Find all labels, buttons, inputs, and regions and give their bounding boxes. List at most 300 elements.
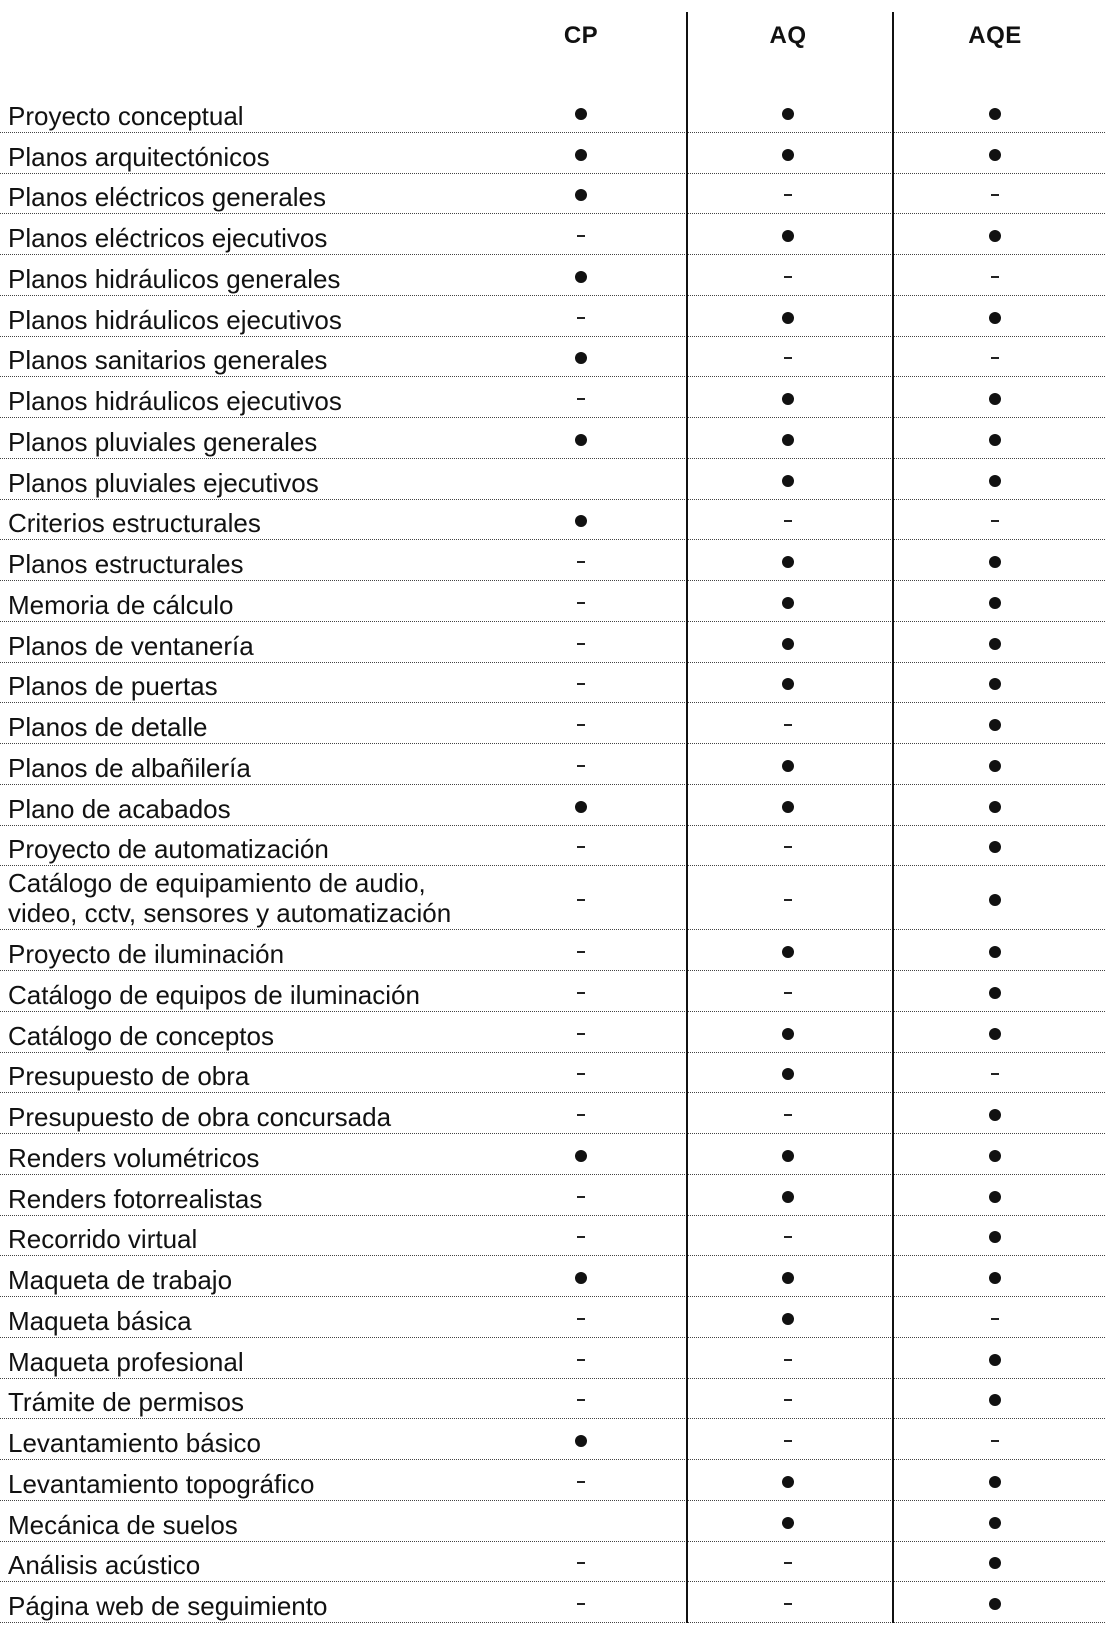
cell-aq: [688, 1501, 888, 1541]
cell-aq: [688, 1175, 888, 1215]
row-label: Planos de ventanería: [8, 630, 254, 661]
cell-cp: [481, 1053, 681, 1093]
cell-aqe: [895, 744, 1095, 784]
included-dot-icon: [782, 760, 794, 772]
cell-cp: [481, 826, 681, 866]
row-label: Planos eléctricos generales: [8, 182, 326, 213]
column-header-cp: CP: [563, 22, 599, 49]
not-included-dash-icon: [577, 1603, 585, 1605]
included-dot-icon: [782, 556, 794, 568]
cell-aqe: [895, 622, 1095, 662]
included-dot-icon: [575, 1150, 587, 1162]
included-dot-icon: [989, 108, 1001, 120]
cell-aq: [688, 337, 888, 377]
not-included-dash-icon: [577, 992, 585, 994]
included-dot-icon: [989, 638, 1001, 650]
included-dot-icon: [989, 1191, 1001, 1203]
table-row: [0, 1012, 1105, 1053]
included-dot-icon: [575, 352, 587, 364]
not-included-dash-icon: [784, 1236, 792, 1238]
not-included-dash-icon: [577, 683, 585, 685]
included-dot-icon: [575, 189, 587, 201]
included-dot-icon: [989, 312, 1001, 324]
cell-aq: [688, 622, 888, 662]
not-included-dash-icon: [577, 765, 585, 767]
not-included-dash-icon: [577, 1562, 585, 1564]
table-row: [0, 1216, 1105, 1257]
table-row: [0, 459, 1105, 500]
cell-aqe: [895, 581, 1095, 621]
cell-aqe: [895, 1134, 1095, 1174]
row-label: Planos pluviales generales: [8, 426, 318, 457]
not-included-dash-icon: [991, 1318, 999, 1320]
not-included-dash-icon: [784, 1359, 792, 1361]
not-included-dash-icon: [577, 1196, 585, 1198]
row-label: Presupuesto de obra concursada: [8, 1102, 392, 1132]
cell-cp: [481, 1460, 681, 1500]
not-included-dash-icon: [577, 951, 585, 953]
cell-aqe: [895, 1379, 1095, 1419]
included-dot-icon: [989, 393, 1001, 405]
cell-cp: [481, 1093, 681, 1133]
cell-aq: [688, 1338, 888, 1378]
row-label: Planos hidráulicos generales: [8, 263, 341, 294]
cell-aqe: [895, 1012, 1095, 1052]
table-row: [0, 826, 1105, 867]
not-included-dash-icon: [577, 1318, 585, 1320]
cell-aqe: [895, 1338, 1095, 1378]
not-included-dash-icon: [784, 1562, 792, 1564]
cell-aqe: [895, 866, 1095, 929]
matrix-rows: [0, 92, 1105, 1623]
cell-aq: [688, 826, 888, 866]
table-row: [0, 785, 1105, 826]
row-label: Planos hidráulicos ejecutivos: [8, 304, 342, 335]
row-label: Catálogo de equipos de iluminación: [8, 979, 420, 1010]
included-dot-icon: [989, 230, 1001, 242]
included-dot-icon: [989, 1150, 1001, 1162]
matrix-header: [0, 0, 1105, 92]
cell-aqe: [895, 540, 1095, 580]
not-included-dash-icon: [991, 194, 999, 196]
included-dot-icon: [989, 841, 1001, 853]
row-label: Trámite de permisos: [8, 1387, 244, 1418]
not-included-dash-icon: [784, 1114, 792, 1116]
cell-cp: [481, 133, 681, 173]
cell-cp: [481, 1338, 681, 1378]
included-dot-icon: [989, 801, 1001, 813]
not-included-dash-icon: [577, 1236, 585, 1238]
cell-cp: [481, 622, 681, 662]
row-label: Plano de acabados: [8, 793, 231, 824]
included-dot-icon: [989, 1476, 1001, 1488]
cell-cp: [481, 296, 681, 336]
cell-aq: [688, 255, 888, 295]
table-row: [0, 1460, 1105, 1501]
cell-aqe: [895, 1216, 1095, 1256]
included-dot-icon: [782, 108, 794, 120]
table-row: [0, 214, 1105, 255]
table-row: [0, 971, 1105, 1012]
row-label: Planos sanitarios generales: [8, 345, 328, 376]
cell-aq: [688, 296, 888, 336]
included-dot-icon: [989, 678, 1001, 690]
row-label: Criterios estructurales: [8, 508, 261, 539]
cell-aqe: [895, 1175, 1095, 1215]
cell-aq: [688, 1053, 888, 1093]
cell-aq: [688, 1419, 888, 1459]
cell-aq: [688, 214, 888, 254]
included-dot-icon: [782, 638, 794, 650]
included-dot-icon: [782, 597, 794, 609]
included-dot-icon: [782, 434, 794, 446]
cell-aq: [688, 540, 888, 580]
not-included-dash-icon: [577, 235, 585, 237]
included-dot-icon: [782, 1476, 794, 1488]
not-included-dash-icon: [991, 1073, 999, 1075]
included-dot-icon: [989, 556, 1001, 568]
column-divider: [892, 12, 894, 1623]
included-dot-icon: [989, 149, 1001, 161]
cell-aqe: [895, 377, 1095, 417]
row-label: Levantamiento topográfico: [8, 1468, 315, 1499]
included-dot-icon: [575, 271, 587, 283]
included-dot-icon: [989, 597, 1001, 609]
cell-aqe: [895, 1256, 1095, 1296]
row-label: Renders volumétricos: [8, 1142, 260, 1173]
row-label: Renders fotorrealistas: [8, 1183, 263, 1214]
table-row: [0, 1501, 1105, 1542]
not-included-dash-icon: [784, 1603, 792, 1605]
included-dot-icon: [782, 678, 794, 690]
cell-aqe: [895, 1501, 1095, 1541]
included-dot-icon: [782, 230, 794, 242]
included-dot-icon: [989, 760, 1001, 772]
not-included-dash-icon: [577, 1073, 585, 1075]
table-row: [0, 581, 1105, 622]
included-dot-icon: [989, 946, 1001, 958]
row-label: Recorrido virtual: [8, 1224, 198, 1255]
table-row: [0, 296, 1105, 337]
cell-aqe: [895, 785, 1095, 825]
cell-cp: [481, 703, 681, 743]
cell-cp: [481, 255, 681, 295]
cell-aq: [688, 744, 888, 784]
row-label: Catálogo de conceptos: [8, 1020, 274, 1051]
cell-cp: [481, 785, 681, 825]
cell-aqe: [895, 826, 1095, 866]
row-label: Planos estructurales: [8, 549, 244, 579]
included-dot-icon: [782, 149, 794, 161]
not-included-dash-icon: [577, 1359, 585, 1361]
cell-cp: [481, 540, 681, 580]
included-dot-icon: [782, 1313, 794, 1325]
table-row: [0, 1419, 1105, 1460]
table-row: [0, 1093, 1105, 1134]
cell-aq: [688, 1582, 888, 1622]
table-row: [0, 377, 1105, 418]
not-included-dash-icon: [577, 1399, 585, 1401]
row-label: Maqueta profesional: [8, 1346, 244, 1377]
cell-aq: [688, 1216, 888, 1256]
cell-aqe: [895, 296, 1095, 336]
included-dot-icon: [782, 946, 794, 958]
cell-aq: [688, 1256, 888, 1296]
included-dot-icon: [989, 1231, 1001, 1243]
table-row: [0, 540, 1105, 581]
cell-aq: [688, 581, 888, 621]
cell-aq: [688, 930, 888, 970]
included-dot-icon: [989, 719, 1001, 731]
cell-cp: [481, 930, 681, 970]
not-included-dash-icon: [577, 317, 585, 319]
table-row: [0, 418, 1105, 459]
cell-aqe: [895, 1297, 1095, 1337]
table-row: [0, 663, 1105, 704]
cell-aqe: [895, 174, 1095, 214]
included-dot-icon: [989, 434, 1001, 446]
row-label: Planos pluviales ejecutivos: [8, 467, 319, 498]
cell-cp: [481, 1012, 681, 1052]
table-row: [0, 1175, 1105, 1216]
row-label: Levantamiento básico: [8, 1428, 261, 1458]
not-included-dash-icon: [991, 520, 999, 522]
table-row: [0, 1134, 1105, 1175]
cell-aqe: [895, 92, 1095, 132]
cell-aq: [688, 133, 888, 173]
cell-cp: [481, 663, 681, 703]
cell-aq: [688, 1379, 888, 1419]
table-row: [0, 1582, 1105, 1623]
included-dot-icon: [782, 1272, 794, 1284]
included-dot-icon: [989, 1354, 1001, 1366]
included-dot-icon: [989, 894, 1001, 906]
table-row: [0, 744, 1105, 785]
not-included-dash-icon: [784, 846, 792, 848]
included-dot-icon: [575, 801, 587, 813]
included-dot-icon: [989, 1109, 1001, 1121]
table-row: [0, 1053, 1105, 1094]
included-dot-icon: [989, 475, 1001, 487]
included-dot-icon: [782, 475, 794, 487]
row-label: Proyecto de iluminación: [8, 939, 285, 969]
table-row: [0, 500, 1105, 541]
cell-aq: [688, 703, 888, 743]
cell-cp: [481, 500, 681, 540]
table-row: [0, 1256, 1105, 1297]
table-row: [0, 703, 1105, 744]
cell-cp: [481, 1256, 681, 1296]
not-included-dash-icon: [784, 357, 792, 359]
not-included-dash-icon: [577, 1114, 585, 1116]
row-label: Memoria de cálculo: [8, 589, 234, 620]
cell-aq: [688, 459, 888, 499]
table-row: [0, 866, 1105, 930]
table-row: [0, 174, 1105, 215]
table-row: [0, 1379, 1105, 1420]
cell-aq: [688, 866, 888, 929]
row-label: Catálogo de equipamiento de audio, video, cctv, sensores y automatización: [8, 868, 452, 929]
cell-aq: [688, 1297, 888, 1337]
cell-aqe: [895, 133, 1095, 173]
cell-aq: [688, 663, 888, 703]
included-dot-icon: [989, 1557, 1001, 1569]
cell-cp: [481, 1379, 681, 1419]
cell-cp: [481, 971, 681, 1011]
cell-cp: [481, 1582, 681, 1622]
not-included-dash-icon: [991, 357, 999, 359]
cell-cp: [481, 744, 681, 784]
not-included-dash-icon: [784, 724, 792, 726]
not-included-dash-icon: [577, 398, 585, 400]
cell-aqe: [895, 1053, 1095, 1093]
not-included-dash-icon: [784, 276, 792, 278]
table-row: [0, 1542, 1105, 1583]
included-dot-icon: [782, 801, 794, 813]
included-dot-icon: [575, 434, 587, 446]
included-dot-icon: [575, 515, 587, 527]
cell-aq: [688, 174, 888, 214]
cell-cp: [481, 1216, 681, 1256]
column-header-aq: AQ: [769, 22, 807, 49]
not-included-dash-icon: [784, 520, 792, 522]
cell-cp: [481, 581, 681, 621]
included-dot-icon: [782, 1150, 794, 1162]
cell-aqe: [895, 1460, 1095, 1500]
cell-aqe: [895, 214, 1095, 254]
column-header-aqe: AQE: [968, 22, 1022, 49]
cell-aq: [688, 971, 888, 1011]
not-included-dash-icon: [577, 1033, 585, 1035]
row-label: Presupuesto de obra: [8, 1061, 250, 1092]
table-row: [0, 622, 1105, 663]
cell-cp: [481, 1419, 681, 1459]
cell-cp: [481, 1542, 681, 1582]
table-row: [0, 1338, 1105, 1379]
table-row: [0, 337, 1105, 378]
table-row: [0, 92, 1105, 133]
cell-aq: [688, 377, 888, 417]
not-included-dash-icon: [784, 899, 792, 901]
cell-aqe: [895, 337, 1095, 377]
table-row: [0, 255, 1105, 296]
row-label: Análisis acústico: [8, 1550, 201, 1581]
cell-aqe: [895, 1419, 1095, 1459]
cell-aq: [688, 1134, 888, 1174]
cell-aq: [688, 785, 888, 825]
cell-cp: [481, 1297, 681, 1337]
table-row: [0, 1297, 1105, 1338]
cell-cp: [481, 1501, 681, 1541]
not-included-dash-icon: [991, 1440, 999, 1442]
cell-aqe: [895, 459, 1095, 499]
included-dot-icon: [782, 312, 794, 324]
included-dot-icon: [989, 1598, 1001, 1610]
row-label: Planos hidráulicos ejecutivos: [8, 386, 342, 416]
cell-aq: [688, 1093, 888, 1133]
included-dot-icon: [989, 1028, 1001, 1040]
row-label: Planos eléctricos ejecutivos: [8, 223, 328, 253]
included-dot-icon: [575, 108, 587, 120]
cell-cp: [481, 337, 681, 377]
cell-aqe: [895, 1093, 1095, 1133]
included-dot-icon: [989, 987, 1001, 999]
cell-aqe: [895, 971, 1095, 1011]
cell-cp: [481, 418, 681, 458]
cell-aq: [688, 418, 888, 458]
included-dot-icon: [989, 1272, 1001, 1284]
row-label: Planos de detalle: [8, 712, 208, 742]
not-included-dash-icon: [577, 561, 585, 563]
table-row: [0, 930, 1105, 971]
cell-aq: [688, 500, 888, 540]
cell-cp: [481, 1134, 681, 1174]
row-label: Planos arquitectónicos: [8, 141, 270, 172]
cell-aqe: [895, 255, 1095, 295]
included-dot-icon: [575, 1435, 587, 1447]
cell-cp: [481, 377, 681, 417]
cell-aqe: [895, 930, 1095, 970]
cell-cp: [481, 866, 681, 929]
cell-cp: [481, 214, 681, 254]
cell-aq: [688, 1460, 888, 1500]
included-dot-icon: [575, 149, 587, 161]
not-included-dash-icon: [577, 643, 585, 645]
cell-aq: [688, 1012, 888, 1052]
table-row: [0, 133, 1105, 174]
included-dot-icon: [782, 1191, 794, 1203]
column-divider: [686, 12, 688, 1623]
included-dot-icon: [782, 1068, 794, 1080]
not-included-dash-icon: [991, 276, 999, 278]
not-included-dash-icon: [577, 602, 585, 604]
included-dot-icon: [782, 393, 794, 405]
cell-aqe: [895, 663, 1095, 703]
row-label: Proyecto conceptual: [8, 100, 244, 131]
not-included-dash-icon: [577, 724, 585, 726]
row-label: Mecánica de suelos: [8, 1509, 238, 1540]
row-label: Planos de puertas: [8, 671, 218, 702]
row-label: Proyecto de automatización: [8, 834, 329, 865]
included-dot-icon: [575, 1272, 587, 1284]
row-label: Planos de albañilería: [8, 752, 251, 783]
not-included-dash-icon: [784, 1399, 792, 1401]
not-included-dash-icon: [784, 1440, 792, 1442]
not-included-dash-icon: [784, 194, 792, 196]
included-dot-icon: [989, 1394, 1001, 1406]
not-included-dash-icon: [784, 992, 792, 994]
row-label: Página web de seguimiento: [8, 1591, 328, 1621]
cell-aqe: [895, 500, 1095, 540]
cell-cp: [481, 459, 681, 499]
cell-cp: [481, 92, 681, 132]
included-dot-icon: [989, 1517, 1001, 1529]
cell-aqe: [895, 1542, 1095, 1582]
row-label: Maqueta de trabajo: [8, 1265, 233, 1295]
not-included-dash-icon: [577, 846, 585, 848]
cell-cp: [481, 1175, 681, 1215]
included-dot-icon: [782, 1517, 794, 1529]
included-dot-icon: [782, 1028, 794, 1040]
cell-aqe: [895, 418, 1095, 458]
cell-aq: [688, 92, 888, 132]
not-included-dash-icon: [577, 899, 585, 901]
row-label: Maqueta básica: [8, 1305, 192, 1336]
cell-aqe: [895, 703, 1095, 743]
cell-aq: [688, 1542, 888, 1582]
not-included-dash-icon: [577, 1481, 585, 1483]
cell-cp: [481, 174, 681, 214]
